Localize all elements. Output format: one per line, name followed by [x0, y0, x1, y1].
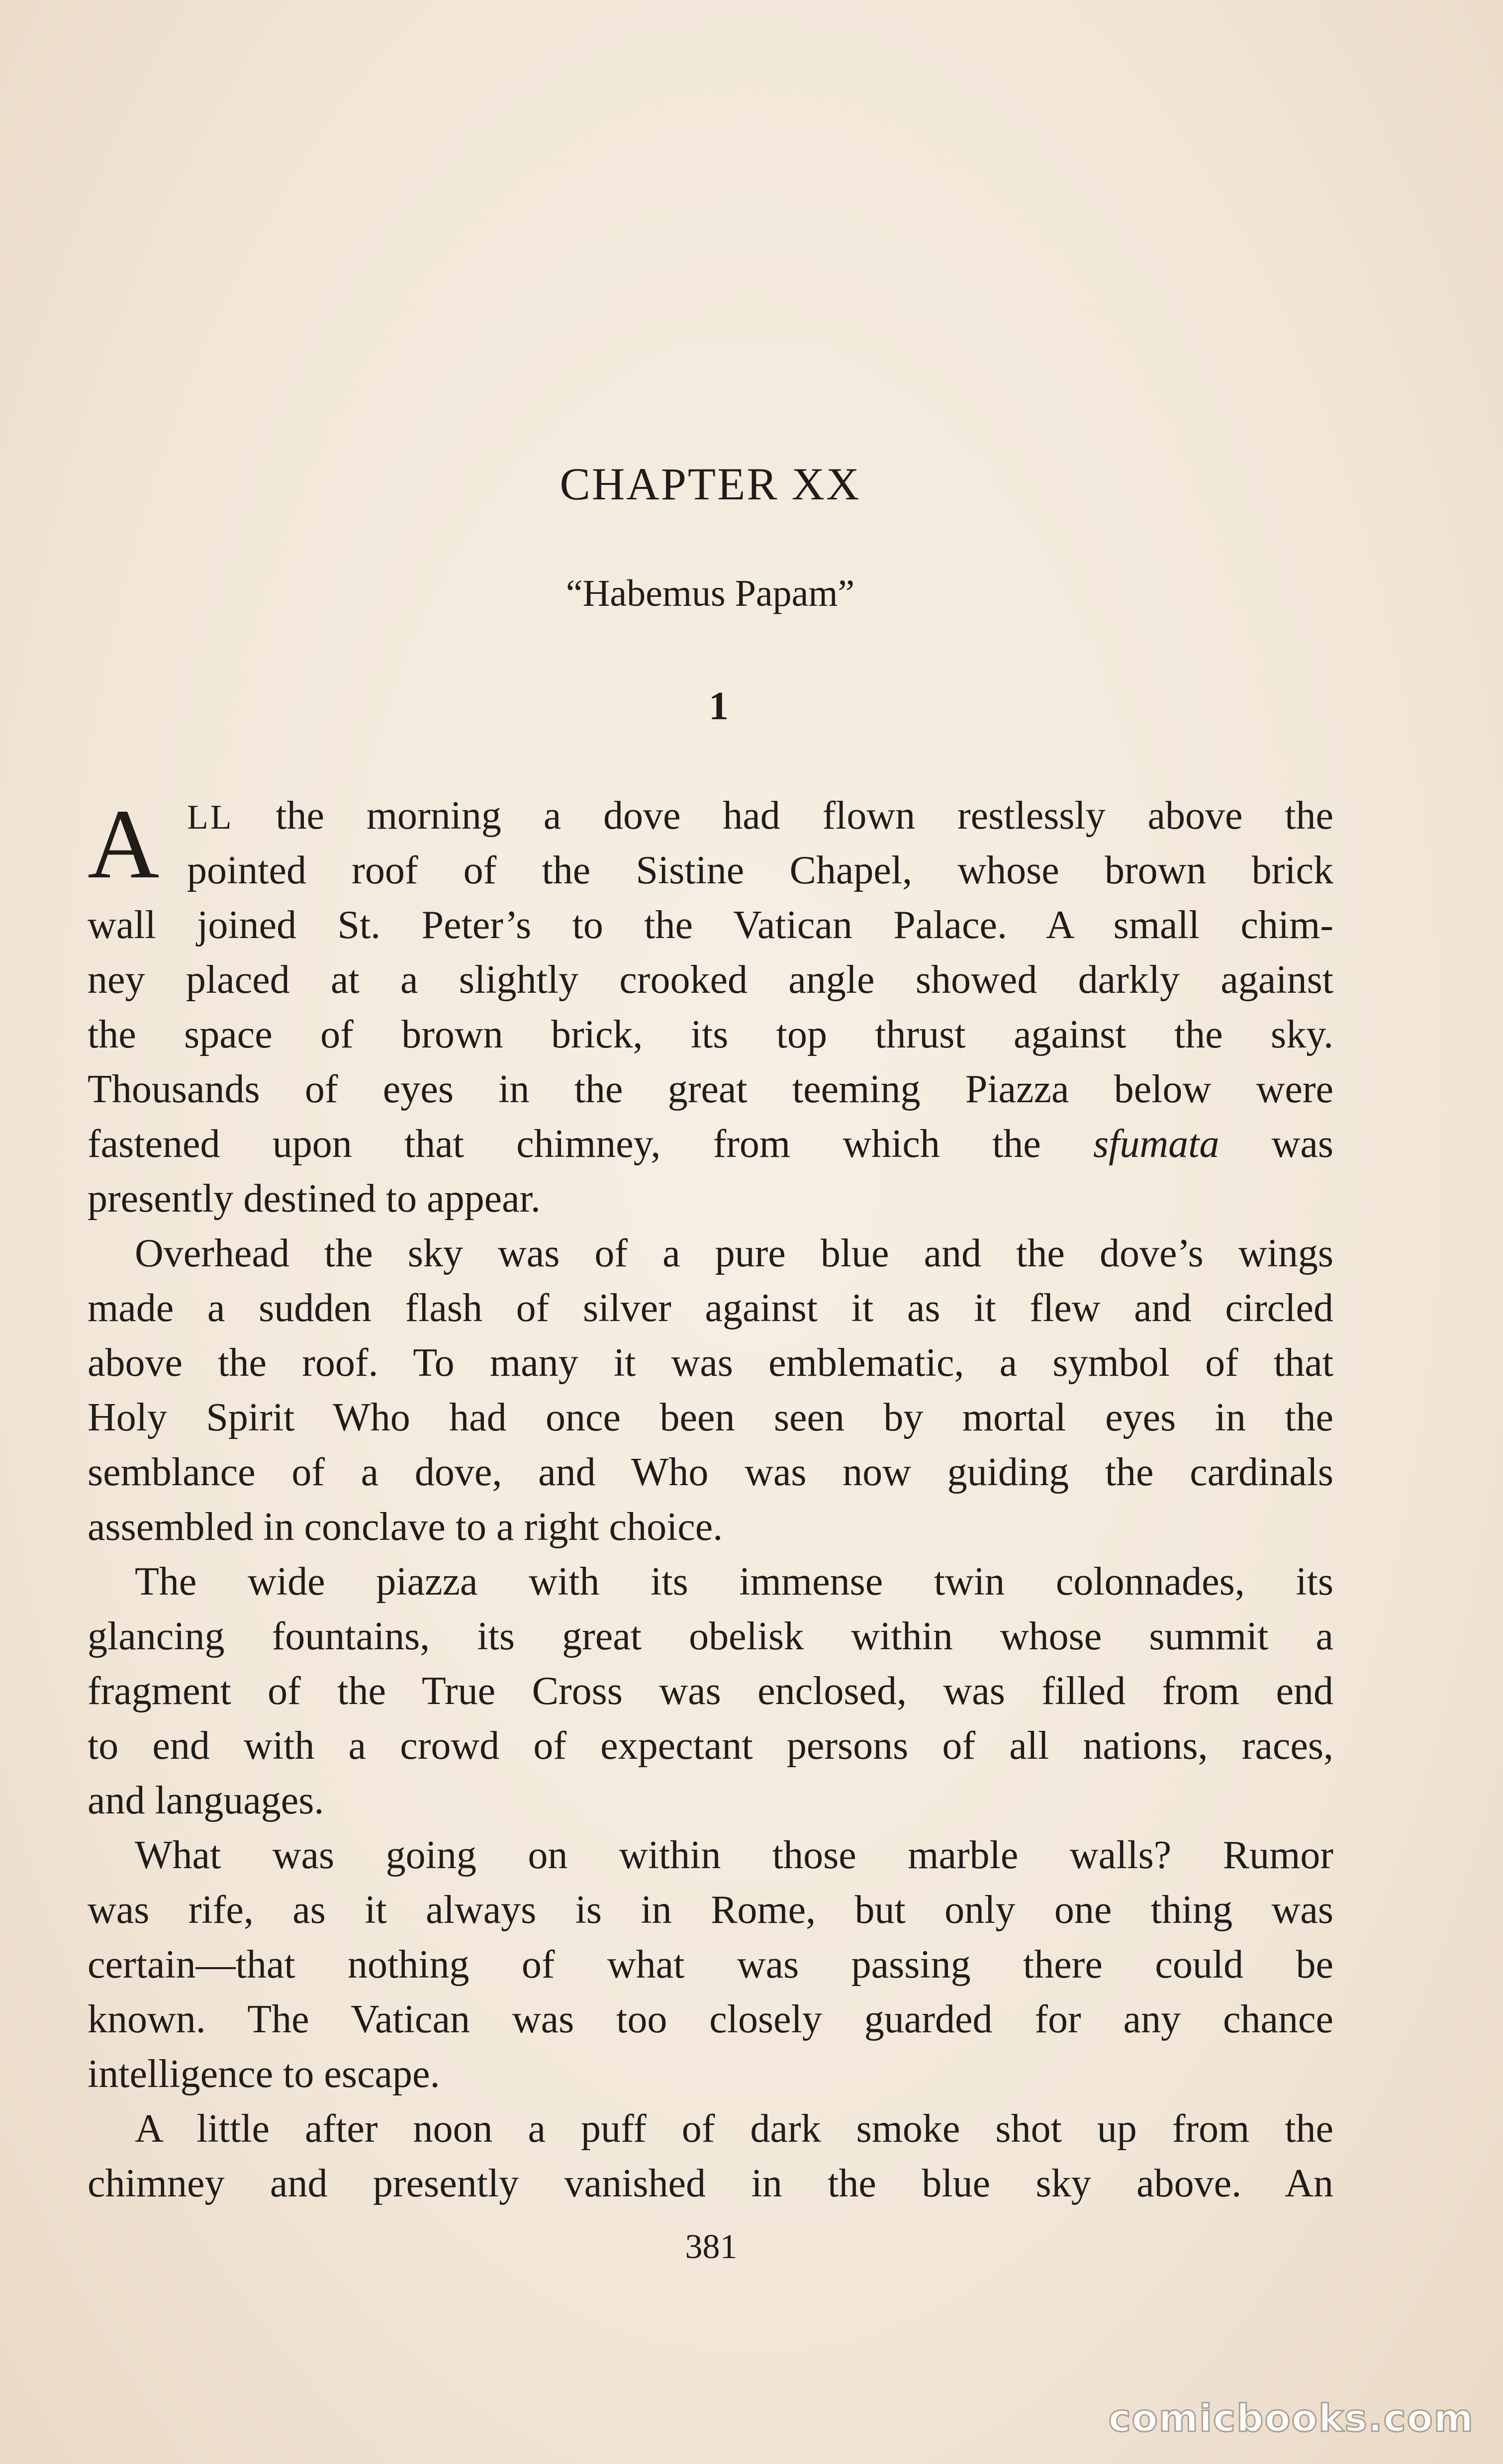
- text-line: made a sudden flash of silver against it as it flew and circled: [88, 1286, 1333, 1330]
- text-line: the space of brown brick, its top thrust against the sky.: [88, 1013, 1333, 1056]
- text-line: above the roof. To many it was emblematic, a symbol of that: [88, 1341, 1333, 1385]
- text-line: to end with a crowd of expectant persons of all nations, races,: [88, 1724, 1333, 1768]
- chapter-heading: CHAPTER XX: [560, 459, 861, 509]
- text-line: pointed roof of the Sistine Chapel, whose brown brick: [187, 849, 1333, 892]
- watermark-logo: comicbooks.com: [1108, 2396, 1474, 2440]
- italic-term: sfumata: [1093, 1122, 1220, 1166]
- text-line: presently destined to appear.: [88, 1177, 541, 1221]
- text-line: fragment of the True Cross was enclosed, was filled from end: [88, 1669, 1333, 1713]
- text-line: ney placed at a slightly crooked angle showed darkly against: [88, 958, 1333, 1002]
- text-line: The wide piazza with its immense twin colonnades, its: [135, 1560, 1333, 1604]
- text-line: was rife, as it always is in Rome, but only one thing was: [88, 1888, 1333, 1932]
- text-line: chimney and presently vanished in the blue sky above. An: [88, 2162, 1333, 2205]
- text-line: certain—that nothing of what was passing there could be: [88, 1943, 1333, 1987]
- page-number: 381: [685, 2228, 738, 2266]
- chapter-title: “Habemus Papam”: [565, 572, 855, 614]
- drop-cap: A: [88, 789, 160, 899]
- text-line: What was going on within those marble walls? Rumor: [135, 1833, 1333, 1877]
- text-line: wall joined St. Peter’s to the Vatican Palace. A small chim-: [88, 903, 1333, 947]
- first-word-smallcaps: LL: [187, 798, 234, 837]
- text-line: semblance of a dove, and Who was now guiding the cardinals: [88, 1450, 1333, 1494]
- text-line: intelligence to escape.: [88, 2052, 440, 2096]
- text-line: and languages.: [88, 1779, 324, 1822]
- text-line: Thousands of eyes in the great teeming Piazza below were: [88, 1067, 1333, 1111]
- section-number: 1: [709, 684, 729, 728]
- text-line: assembled in conclave to a right choice.: [88, 1505, 723, 1549]
- text-line: Holy Spirit Who had once been seen by mortal eyes in the: [88, 1396, 1333, 1439]
- text-line: Overhead the sky was of a pure blue and the dove’s wings: [135, 1232, 1333, 1275]
- body-text: [88, 788, 1333, 2211]
- text-line: LL the morning a dove had flown restlessly above the: [187, 794, 1333, 838]
- text-line: glancing fountains, its great obelisk within whose summit a: [88, 1614, 1333, 1658]
- text-line: A little after noon a puff of dark smoke shot up from the: [135, 2107, 1333, 2151]
- text-line: known. The Vatican was too closely guarded for any chance: [88, 1997, 1333, 2041]
- text-line: fastened upon that chimney, from which the sfumata was: [88, 1122, 1333, 1166]
